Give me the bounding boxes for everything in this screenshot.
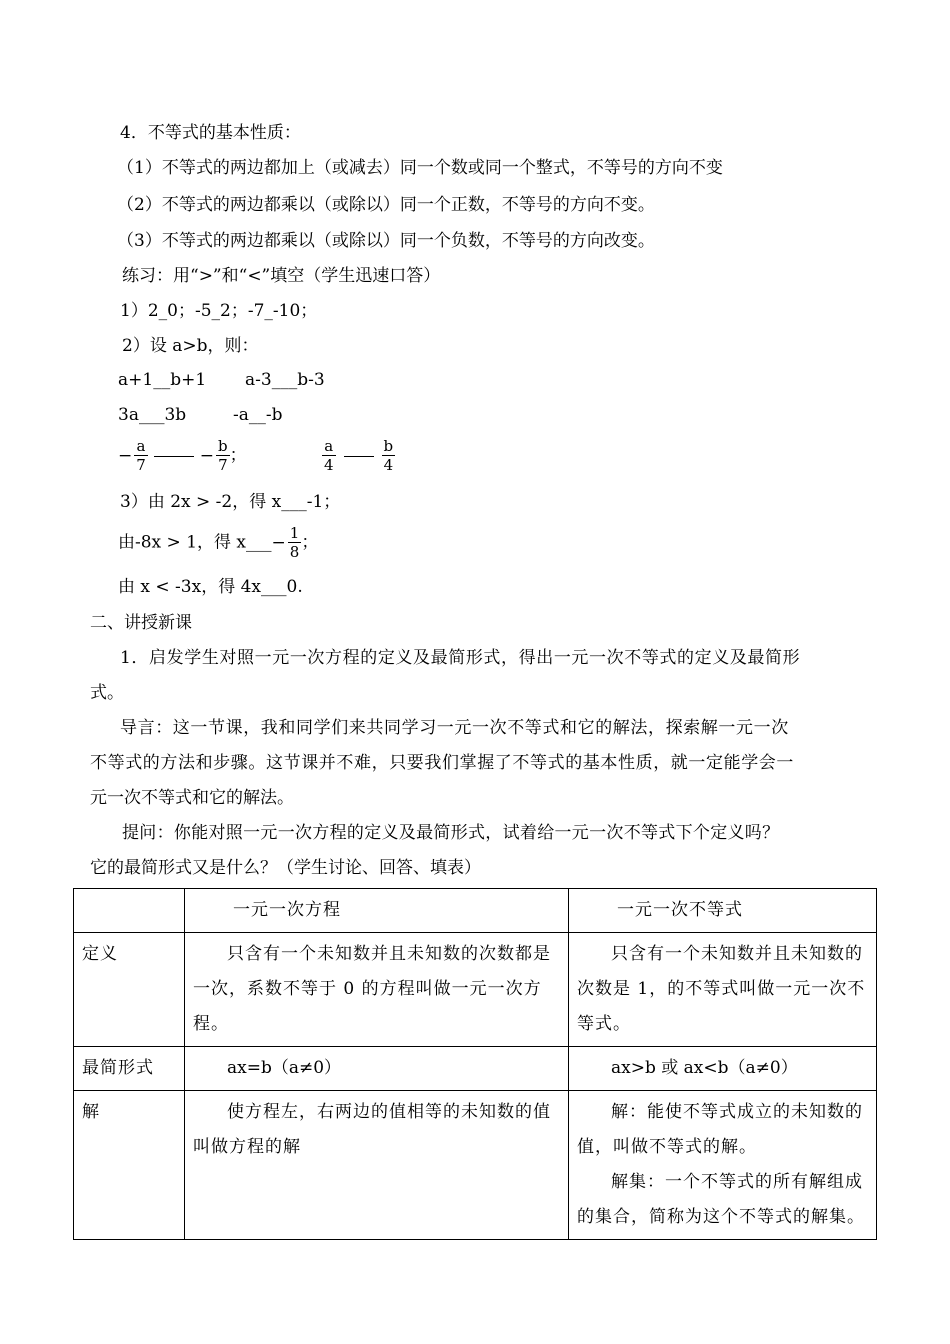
solution-set-inequality: 解集：一个不等式的所有解组成的集合，简称为这个不等式的解集。: [577, 1172, 865, 1227]
practice-q2c: 3a___3b: [118, 405, 187, 425]
table-row-definition: [74, 933, 877, 1047]
practice-q2a: a+1__b+1: [118, 370, 207, 390]
semicolon: ；: [229, 445, 247, 466]
section-4-heading: 4．不等式的基本性质：: [120, 123, 301, 143]
practice-q2b: a-3___b-3: [245, 370, 325, 390]
fraction-1-8: $\frac{1}{8}$: [289, 524, 300, 561]
fraction-b-4: $\frac{b}{4}$: [383, 437, 394, 474]
sec2-para3-line2: 它的最简形式又是什么？（学生讨论、回答、填表）: [90, 858, 481, 878]
row-label-simplest-form: 最简形式: [74, 1047, 185, 1091]
table-row-simplest-form: [74, 1047, 877, 1091]
fraction-neg-a-7: $\frac{a}{7}$: [136, 437, 146, 474]
definition-equation: 只含有一个未知数并且未知数的次数都是一次，系数不等于 0 的方程叫做一元一次方程。: [185, 933, 569, 1047]
table-header-row: [74, 889, 877, 933]
row-label-definition: 定义: [74, 933, 185, 1047]
simplest-form-inequality: ax>b 或 ax<b（a≠0）: [569, 1047, 877, 1091]
comparison-table: [73, 888, 877, 1240]
practice-q3: 3）由 2x > -2，得 x___-1；: [120, 492, 341, 512]
fraction-row-1: [118, 435, 247, 476]
minus-sign: −: [118, 445, 133, 466]
table-header-inequality: 一元一次不等式: [569, 889, 877, 933]
fraction-row-2: [322, 435, 395, 475]
minus-sign: −: [199, 445, 215, 466]
minus-sign: −: [271, 532, 286, 553]
practice-q2: 2）设 a>b，则：: [122, 336, 259, 356]
practice-q1: 1）2_0；-5_2；-7_-10；: [120, 301, 318, 321]
sec2-para2-line1: 导言：这一节课，我和同学们来共同学习一元一次不等式和它的解法，探索解一元一次: [120, 718, 789, 738]
table-header-blank: [74, 889, 185, 933]
section-2-heading: 二、讲授新课: [90, 613, 192, 633]
practice-q3c: 由 x < -3x，得 4x___0.: [118, 577, 303, 597]
answer-blank[interactable]: [154, 455, 194, 457]
sec2-para2-line3: 元一次不等式和它的解法。: [90, 788, 294, 808]
sec2-para3-line1: 提问：你能对照一元一次方程的定义及最简形式，试着给一元一次不等式下个定义吗？: [122, 823, 780, 843]
solution-inequality: 解：能使不等式成立的未知数的值，叫做不等式的解。: [577, 1102, 863, 1157]
practice-intro: 练习：用“>”和“<”填空（学生迅速口答）: [122, 266, 441, 286]
practice-q2d: -a__-b: [233, 405, 283, 425]
answer-blank[interactable]: [344, 455, 374, 457]
property-3: （3）不等式的两边都乘以（或除以）同一个负数，不等号的方向改变。: [117, 231, 655, 251]
fraction-a-4: $\frac{a}{4}$: [324, 437, 334, 474]
simplest-form-equation: ax=b（a≠0）: [185, 1047, 569, 1091]
sec2-para2-line2: 不等式的方法和步骤。这节课并不难，只要我们掌握了不等式的基本性质，就一定能学会一: [90, 753, 794, 773]
sec2-para1-line2: 式。: [90, 683, 124, 703]
practice-q3b: 由-8x > 1，得 x___− $\frac{1}{8}$ ；: [118, 524, 319, 561]
fraction-neg-b-7: $\frac{b}{7}$: [218, 437, 228, 474]
property-2: （2）不等式的两边都乘以（或除以）同一个正数，不等号的方向不变。: [117, 195, 655, 215]
sec2-para1-line1: 1．启发学生对照一元一次方程的定义及最简形式，得出一元一次不等式的定义及最简形: [120, 648, 801, 668]
property-1: （1）不等式的两边都加上（或减去）同一个数或同一个整式，不等号的方向不变: [117, 158, 723, 178]
solution-inequality-cell: [569, 1091, 877, 1240]
solution-equation: 使方程左，右两边的值相等的未知数的值叫做方程的解: [185, 1091, 569, 1240]
row-label-solution: 解: [74, 1091, 185, 1240]
table-row-solution: [74, 1091, 877, 1240]
table-header-equation: 一元一次方程: [185, 889, 569, 933]
definition-inequality: 只含有一个未知数并且未知数的次数是 1，的不等式叫做一元一次不等式。: [569, 933, 877, 1047]
